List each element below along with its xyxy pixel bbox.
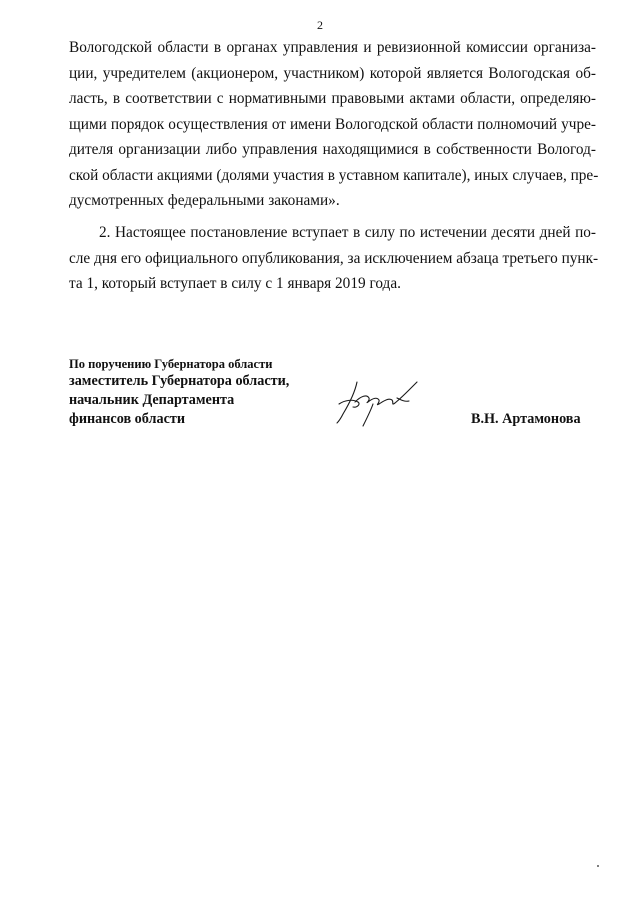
position-line: начальник Департамента <box>69 392 235 408</box>
position-line: финансов области <box>69 411 186 427</box>
text-line: 2. Настоящее постановление вступает в силу по истечении десяти дней по- <box>99 224 596 241</box>
paragraph-item-2 <box>69 220 599 297</box>
text-line: та 1, который вступает в силу с 1 января 2019 года. <box>69 275 401 292</box>
text-line: сле дня его официального опубликования, за исключением абзаца третьего пунк- <box>69 249 599 267</box>
text-line: щими порядок осуществления от имени Вологодской области полномочий учре- <box>69 115 596 133</box>
handwritten-signature <box>335 378 425 428</box>
text-line: ции, учредителем (акционером, участником) которой является Вологодская об- <box>69 64 596 82</box>
text-line: дителя организации либо управления находящимися в собственности Вологод- <box>69 141 596 158</box>
text-line: Вологодской области в органах управления и ревизионной комиссии организа- <box>69 39 596 56</box>
position-line: заместитель Губернатора области, <box>69 373 290 389</box>
signatory-block <box>69 356 289 429</box>
signer-name: В.Н. Артамонова <box>471 411 581 427</box>
text-line: ласть, в соответствии с нормативными правовыми актами области, определяю- <box>69 90 596 107</box>
text-line: дусмотренных федеральными законами». <box>69 192 340 209</box>
page-number: 2 <box>317 18 323 32</box>
on-behalf-line: По поручению Губернатора области <box>69 357 273 371</box>
paragraph-continuation <box>69 35 599 214</box>
text-line: ской области акциями (долями участия в уставном капитале), иных случаев, пре- <box>69 166 599 184</box>
scan-speck <box>597 865 599 867</box>
